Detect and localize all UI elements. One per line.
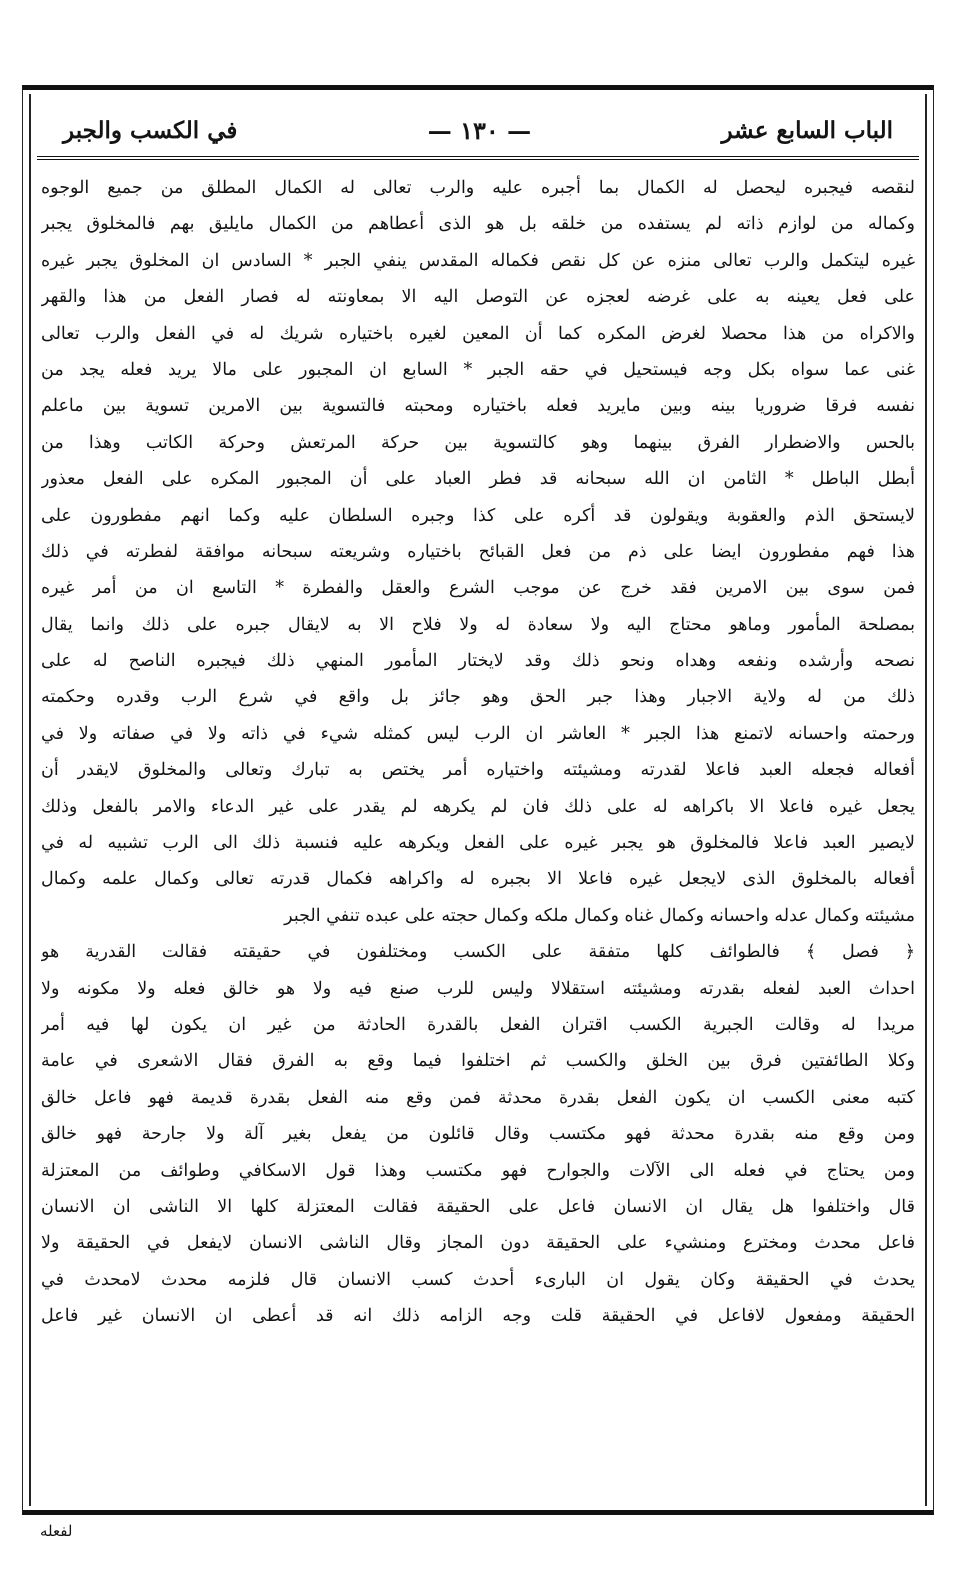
chapter-title: الباب السابع عشر: [721, 116, 893, 144]
text-line: مريدا له وقالت الجبرية الكسب اقتران الفعل بالقدرة الحادثة من غير ان يكون لها فيه أمر: [41, 1014, 915, 1035]
text-line: ورحمته واحسانه لاتمنع هذا الجبر * العاشر ان الرب ليس كمثله شيء في ذاته ولا في صفاته ولا في: [41, 723, 915, 744]
text-line: وكلا الطائفتين فرق بين الخلق والكسب ثم اختلفوا فيما وقع به الفرق فقال الاشعرى في عامة: [41, 1051, 915, 1072]
text-line: ذلك من له ولاية الاجبار وهذا جبر الحق وهو جائز بل واقع في شرع الرب وقدره وحكمته: [41, 687, 915, 708]
topic-title: في الكسب والجبر: [63, 116, 238, 144]
running-header: [63, 110, 893, 150]
text-line: بالحس والاضطرار الفرق بينهما وهو كالتسوية بين حركة المرتعش وحركة الكاتب وهذا من: [41, 432, 915, 453]
text-line: فمن سوى بين الامرين فقد خرج عن موجب الشرع والعقل والفطرة * التاسع ان من أمر غيره: [41, 578, 915, 599]
page-frame: [22, 85, 934, 1515]
text-line: ومن وقع منه بقدرة محدثة فهو مكتسب وقال قائلون من يفعل بغير آلة ولا جارحة فهو خالق: [41, 1124, 915, 1145]
text-line: نصحه وأرشده ونفعه وهداه ونحو ذلك وقد لايختار المأمور المنهي ذلك فيجبره الناصح له على: [41, 651, 915, 672]
text-line: لايستحق الذم والعقوبة ويقولون قد أكره على كذا وجبره السلطان عليه وكما انهم مفطورون على: [41, 505, 915, 526]
text-line: قال واختلفوا هل يقال ان الانسان فاعل على الحقيقة فقالت المعتزلة كلها الا الناشى ان الانسان: [41, 1196, 915, 1217]
header-rule: [37, 156, 919, 160]
text-line: هذا فهم مفطورون ايضا على ذم من فعل القبائح باختياره وشريعته سبحانه موافقة لفطرته في ذلك: [41, 541, 915, 562]
text-line: على فعل يعينه به على غرضه لعجزه عن التوصل اليه الا بمعاونته له فصار الفعل من هذا والقهر: [41, 287, 915, 308]
section-heading-line: ﴿ فصل ﴾ فالطوائف كلها متفقة على الكسب ومختلفون في حقيقته فقالت القدرية هو: [41, 942, 915, 963]
text-line: يحدث في الحقيقة وكان يقول ان البارىء أحدث كسب الانسان قال فلزمه محدث لامحدث في: [41, 1269, 915, 1290]
text-line: غيره ليتكمل والرب تعالى منزه عن كل نقص فكماله المقدس ينفي الجبر * السادس ان المخلوق يجبر غيره: [41, 250, 915, 271]
text-line: أفعاله فجعله العبد فاعلا لقدرته ومشيئته واختياره أمر يختص به تبارك وتعالى والمخلوق لايقدر أن: [41, 760, 915, 781]
text-line: والاكراه من هذا محصلا لغرض المكره كما أن المعين لغيره باختياره شريك له في الفعل والرب تعالى: [41, 323, 915, 344]
text-line: الحقيقة ومفعول لافاعل في الحقيقة قلت وجه الزامه ذلك انه قد أعطى ان الانسان غير فاعل: [41, 1306, 915, 1327]
page-number: — ١٣٠ —: [427, 115, 532, 145]
text-line: يجعل غيره فاعلا الا باكراهه له على ذلك فان لم يكرهه لم يقدر على غير الدعاء والامر بالفعل وذلك: [41, 796, 915, 817]
text-line: بمصلحة المأمور وماهو محتاج اليه ولا سعادة له ولا فلاح الا به لايقال جبره على ذلك وانما يقال: [41, 614, 915, 635]
text-line: أفعاله بالمخلوق الذى لايجعل غيره فاعلا الا بجبره له واكراهه فكمال قدرته تعالى وكمال علمه وكمال: [41, 869, 915, 890]
text-line: كتبه معنى الكسب ان يكون الفعل بقدرة محدثة فمن وقع منه الفعل بقدرة قديمة فهو فاعل خالق: [41, 1087, 915, 1108]
text-line: ومن يحتاج في فعله الى الآلات والجوارح فهو مكتسب وهذا قول الاسكافي وطوائف من المعتزلة: [41, 1160, 915, 1181]
text-line: غنى عما سواه بكل وجه فيستحيل في حقه الجبر * السابع ان المجبور على مالا يريد فعله يجد من: [41, 359, 915, 380]
text-line: لايصير العبد فاعلا فالمخلوق هو يجبر غيره على الفعل ويكرهه عليه فنسبة ذلك الى الرب تشبيه له في: [41, 833, 915, 854]
text-line: لنقصه فيجبره ليحصل له الكمال بما أجبره عليه والرب تعالى له الكمال المطلق من جميع الوجوه: [41, 178, 915, 198]
text-line: مشيئته وكمال عدله واحسانه وكمال غناه وكمال ملكه وكمال حجته على عبده تنفي الجبر: [284, 905, 915, 926]
text-line: نفسه فرقا ضروريا بينه وبين مايريد فعله باختياره ومحبته فالتسوية بين الامرين تسوية بين ماعلم: [41, 396, 915, 417]
catchword: لفعله: [40, 1522, 73, 1540]
text-line: فاعل محدث ومخترع ومنشيء على الحقيقة دون المجاز وقال الناشى الانسان لايفعل في الحقيقة ولا: [41, 1233, 915, 1254]
text-line: وكماله من لوازم ذاته لم يستفده من خلقه بل هو الذى أعطاهم من الكمال مايليق بهم فالمخلوق يجبر: [41, 214, 915, 235]
text-line: أبطل الباطل * الثامن ان الله سبحانه قد فطر العباد على أن المجبور المكره على الفعل معذور: [41, 469, 915, 490]
text-line: احداث العبد لفعله بقدرته ومشيئته استقلالا وليس للرب صنع فيه ولا هو خالق فعله ولا مكونه ولا: [41, 978, 915, 999]
text-body: [41, 170, 915, 1335]
